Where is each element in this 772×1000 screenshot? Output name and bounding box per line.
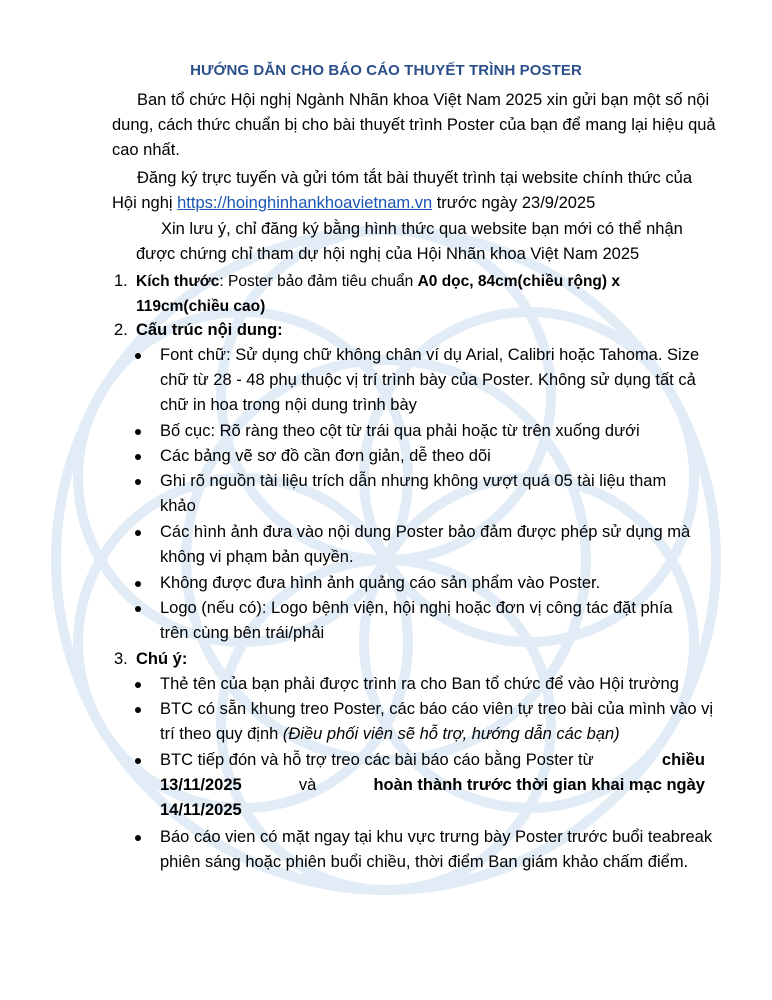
bullet-icon [135, 530, 141, 536]
website-link[interactable]: https://hoinghinhankhoavietnam.vn [177, 194, 433, 212]
bullet-icon [135, 707, 141, 713]
italic-note: (Điều phối viên sẽ hỗ trợ, hướng dẫn các bạn) [282, 725, 620, 743]
intro-paragraph-1 [112, 88, 716, 163]
text-line: Thẻ tên của bạn phải được trình ra cho Ban tổ chức để vào Hội trường [160, 675, 679, 693]
bullet-icon [135, 479, 141, 485]
bullet-icon [135, 429, 141, 435]
bold-text: chiều [661, 751, 705, 769]
poster-size-spec: A0 dọc, 84cm(chiều rộng) x [417, 273, 620, 290]
bullet-icon [135, 454, 141, 460]
text-fragment: trước ngày 23/9/2025 [432, 194, 596, 212]
section-1-size [136, 269, 716, 319]
text-line: Báo cáo vien có mặt ngay tại khu vực trưng bày Poster trước buổi teabreak [160, 828, 713, 846]
text-line: Các bảng vẽ sơ đồ cần đơn giản, dễ theo dõi [160, 447, 491, 465]
intro-paragraph-3 [136, 217, 716, 267]
text-line: BTC có sẵn khung treo Poster, các báo cáo viên tự treo bài của mình vào vị [160, 700, 714, 718]
text-line: dung, cách thức chuẩn bị cho bài thuyết trình Poster của bạn để mang lại hiệu quả [112, 116, 716, 134]
opening-date: 14/11/2025 [160, 801, 242, 819]
list-item [160, 520, 720, 570]
text-line: Font chữ: Sử dụng chữ không chân ví dụ Arial, Calibri hoặc Tahoma. Size [160, 346, 700, 364]
text-fragment: : Poster bảo đảm tiêu chuẩn [219, 273, 418, 290]
text-fragment: và [294, 776, 321, 794]
list-item [160, 672, 720, 697]
section-1-number: 1. [114, 272, 128, 290]
list-item [160, 571, 720, 596]
section-1-label: Kích thước [136, 273, 220, 290]
section-2-title: Cấu trúc nội dung: [136, 321, 283, 339]
bullet-icon [135, 682, 141, 688]
bullet-icon [135, 353, 141, 359]
list-item [160, 697, 720, 747]
intro-paragraph-2 [112, 166, 712, 216]
text-line: phiên sáng hoặc phiên buổi chiều, thời điểm Ban giám khảo chấm điểm. [160, 853, 689, 871]
list-item [160, 596, 720, 646]
text-fragment: BTC tiếp đón và hỗ trợ treo các bài báo cáo bằng Poster từ [160, 751, 599, 769]
list-item [160, 469, 720, 519]
section-3-number: 3. [114, 650, 128, 668]
document-title: HƯỚNG DẪN CHO BÁO CÁO THUYẾT TRÌNH POSTER [190, 62, 582, 79]
list-item [160, 748, 705, 823]
text-line: Đăng ký trực tuyến và gửi tóm tắt bài thuyết trình tại website chính thức của [137, 169, 692, 187]
text-fragment: trí theo quy định [160, 725, 283, 743]
text-line: Logo (nếu có): Logo bệnh viện, hội nghị hoặc đơn vị công tác đặt phía [160, 599, 673, 617]
bullet-icon [135, 581, 141, 587]
text-line: không vi phạm bản quyền. [160, 548, 354, 566]
text-line: Ghi rõ nguồn tài liệu trích dẫn nhưng không vượt quá 05 tài liệu tham [160, 472, 667, 490]
section-3-title: Chú ý: [136, 650, 188, 668]
text-fragment: Hội nghị [112, 194, 178, 212]
bullet-icon [135, 758, 141, 764]
section-2-number: 2. [114, 321, 128, 339]
text-line: Không được đưa hình ảnh quảng cáo sản phẩm vào Poster. [160, 574, 601, 592]
text-line: Ban tổ chức Hội nghị Ngành Nhãn khoa Việt Nam 2025 xin gửi bạn một số nội [137, 91, 710, 109]
list-item [160, 419, 720, 444]
list-item [160, 825, 720, 875]
bold-text: hoàn thành trước thời gian khai mạc ngày [373, 776, 705, 794]
start-date: 13/11/2025 [160, 776, 242, 794]
text-line: chữ từ 28 - 48 phụ thuộc vị trí trình bày của Poster. Không sử dụng tất cả [160, 371, 696, 389]
text-line: cao nhất. [112, 141, 180, 159]
text-line: chữ in hoa trong nội dung trình bày [160, 396, 417, 414]
text-line: được chứng chỉ tham dự hội nghị của Hội Nhãn khoa Việt Nam 2025 [136, 245, 640, 263]
text-line: trên cùng bên trái/phải [160, 624, 325, 642]
list-item [160, 343, 720, 418]
text-line: Bố cục: Rõ ràng theo cột từ trái qua phải hoặc từ trên xuống dưới [160, 422, 640, 440]
text-line: Các hình ảnh đưa vào nội dung Poster bảo đảm được phép sử dụng mà [160, 523, 691, 541]
text-line: Xin lưu ý, chỉ đăng ký bằng hình thức qua website bạn mới có thể nhận [161, 220, 683, 238]
bullet-icon [135, 606, 141, 612]
list-item [160, 444, 720, 469]
text-line: khảo [160, 497, 196, 515]
bullet-icon [135, 835, 141, 841]
poster-height-spec: 119cm(chiều cao) [136, 298, 266, 315]
